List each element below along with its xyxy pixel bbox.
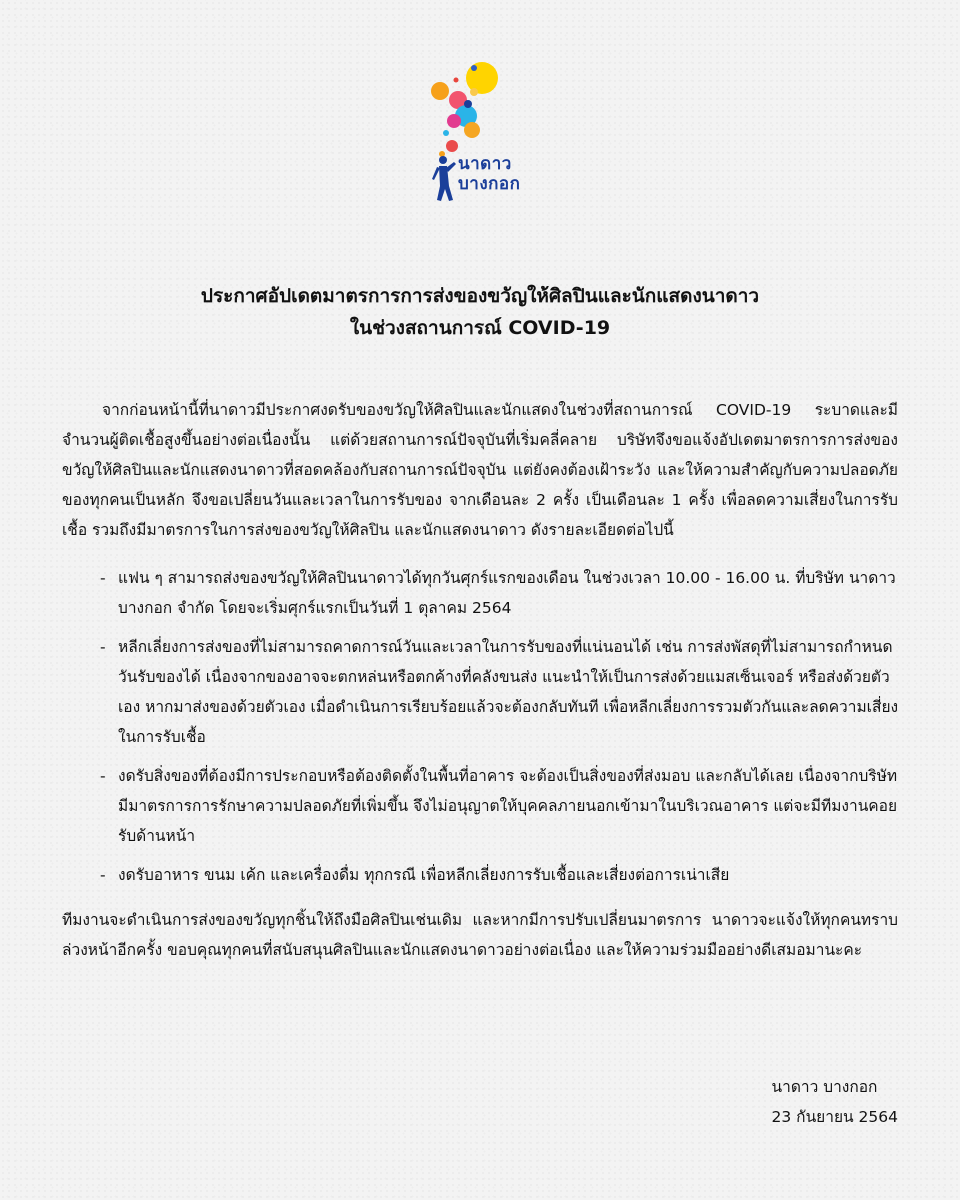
list-item-text: งดรับสิ่งของที่ต้องมีการประกอบหรือต้องติดตั้งในพื้นที่อาคาร จะต้องเป็นสิ่งของที่ส่งมอบ และกลับได้เลย เนื่องจากบริษัทมีมาตรการการรักษาความปลอดภัยที่เพิ่มขึ้น จึงไม่อนุญาตให้บุคคลภายนอกเข้ามาในบริเวณอาคาร แต่จะมีทีมงานคอยรับด้านหน้า [118, 767, 898, 845]
title-line2: ในช่วงสถานการณ์ COVID-19 [349, 317, 611, 339]
bullet-marker: - [100, 638, 106, 656]
list-item-text: หลีกเลี่ยงการส่งของที่ไม่สามารถคาดการณ์วันและเวลาในการรับของที่แน่นอนได้ เช่น การส่งพัสดุที่ไม่สามารถกำหนดวันรับของได้ เนื่องจากของอาจจะตกหล่นหรือตกค้างที่คลังขนส่ง แนะนำให้เป็นการส่งด้วยแมสเซ็นเจอร์ หรือส่งด้วยตัวเอง หากมาส่งของด้วยตัวเอง เมื่อดำเนินการเรียบร้อยแล้วจะต้องกลับทันที เพื่อหลีกเลี่ยงการรวมตัวกันและลดความเสี่ยงในการรับเชื้อ [118, 638, 899, 746]
list-item-text: แฟน ๆ สามารถส่งของขวัญให้ศิลปินนาดาวได้ทุกวันศุกร์แรกของเดือน ในช่วงเวลา 10.00 - 16.00 น. ที่บริษัท นาดาว บางกอก จำกัด โดยจะเริ่มศุกร์แรกเป็นวันที่ 1 ตุลาคม 2564 [118, 569, 896, 617]
list-item [100, 632, 900, 752]
intro-paragraph: จากก่อนหน้านี้ที่นาดาวมีประกาศงดรับของขวัญให้ศิลปินและนักแสดงในช่วงที่สถานการณ์ COVID-19 ระบาดและมีจำนวนผู้ติดเชื้อสูงขึ้นอย่างต่อเนื่องนั้น แต่ด้วยสถานการณ์ปัจจุบันที่เริ่มคลี่คลาย บริษัทจึงขอแจ้งอัปเดตมาตรการการส่งของขวัญให้ศิลปินและนักแสดงนาดาวที่สอดคล้องกับสถานการณ์ปัจจุบัน แต่ยังคงต้องเฝ้าระวัง และให้ความสำคัญกับความปลอดภัยของทุกคนเป็นหลัก จึงขอเปลี่ยนวันและเวลาในการรับของ จากเดือนละ 2 ครั้ง เป็นเดือนละ 1 ครั้ง เพื่อลดความเสี่ยงในการรับเชื้อ รวมถึงมีมาตรการในการส่งของขวัญให้ศิลปิน และนักแสดงนาดาว ดังรายละเอียดต่อไปนี้ [62, 401, 898, 539]
signature-name: นาดาว บางกอก [771, 1078, 878, 1096]
signature-block [772, 1072, 898, 1132]
signature-date: 23 กันยายน 2564 [771, 1108, 898, 1126]
closing-paragraph: ทีมงานจะดำเนินการส่งของขวัญทุกชิ้นให้ถึงมือศิลปินเช่นเดิม และหากมีการปรับเปลี่ยนมาตรการ นาดาวจะแจ้งให้ทุกคนทราบล่วงหน้าอีกครั้ง ขอบคุณทุกคนที่สนับสนุนศิลปินและนักแสดงนาดาวอย่างต่อเนื่อง และให้ความร่วมมืออย่างดีเสมอมานะคะ [62, 911, 898, 959]
logo-line1-text: นาดาว [458, 154, 512, 174]
logo-line2-text: บางกอก [458, 174, 521, 194]
page-title [0, 280, 960, 344]
list-item [100, 860, 900, 890]
bullet-marker: - [100, 569, 106, 587]
measures-list [100, 563, 900, 899]
list-item-text: งดรับอาหาร ขนม เค้ก และเครื่องดื่ม ทุกกรณี เพื่อหลีกเลี่ยงการรับเชื้อและเสี่ยงต่อการเน่าเสีย [118, 866, 730, 884]
title-line1: ประกาศอัปเดตมาตรการการส่งของขวัญให้ศิลปินและนักแสดงนาดาว [200, 285, 760, 307]
bullet-marker: - [100, 866, 106, 884]
list-item [100, 761, 900, 851]
bullet-marker: - [100, 767, 106, 785]
list-item [100, 563, 900, 623]
